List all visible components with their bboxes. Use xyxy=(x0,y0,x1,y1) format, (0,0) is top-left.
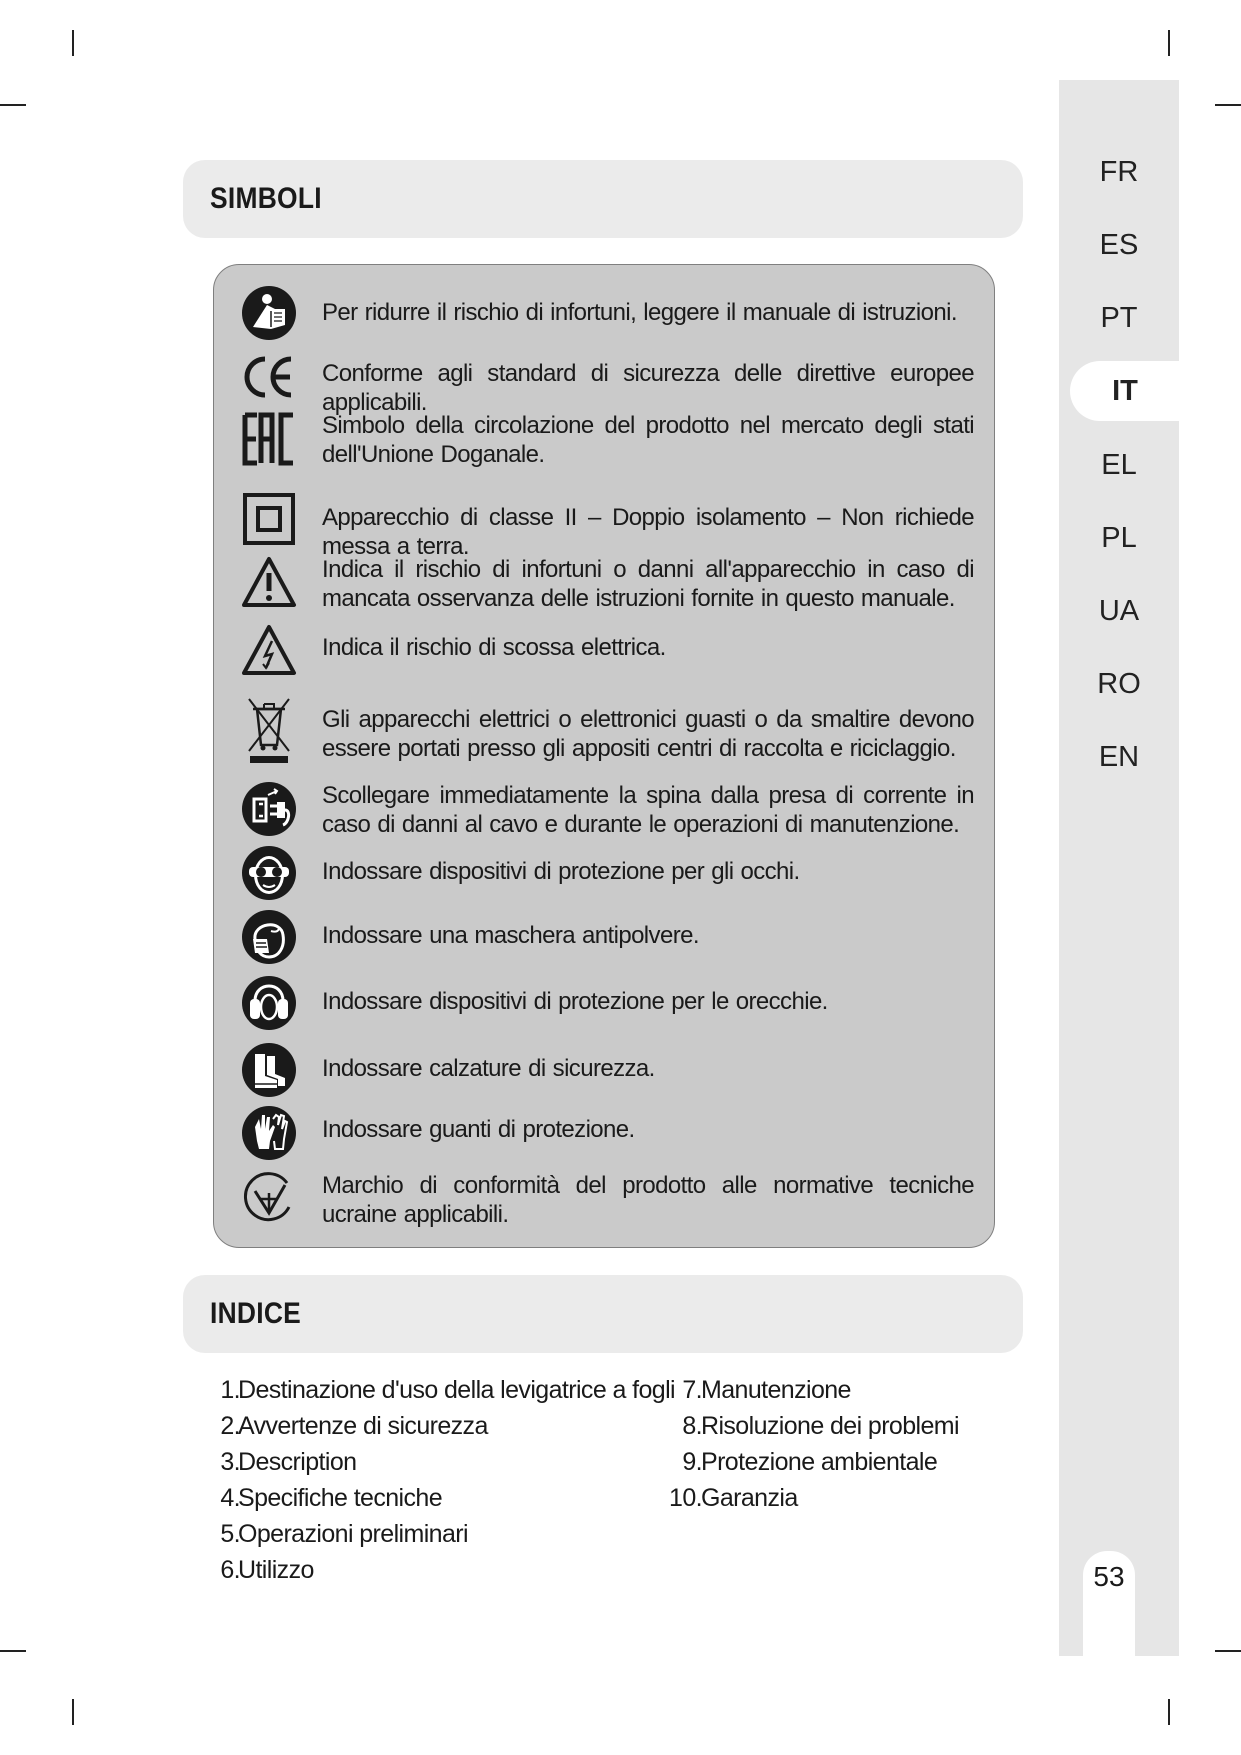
index-item-number: 10. xyxy=(669,1484,702,1512)
symbols-panel xyxy=(213,264,995,1248)
eac-mark-icon xyxy=(241,411,297,467)
symbol-description: Indica il rischio di scossa elettrica. xyxy=(322,634,666,661)
index-item-label: Operazioni preliminari xyxy=(238,1520,468,1548)
read-manual-icon xyxy=(241,285,297,341)
eye-protection-icon xyxy=(241,845,297,901)
symbols-section-title: SIMBOLI xyxy=(210,182,322,215)
electric-shock-triangle-icon xyxy=(241,623,297,679)
symbol-description: Indossare dispositivi di protezione per le orecchie. xyxy=(322,988,828,1015)
crossed-bin-weee-icon xyxy=(241,695,297,765)
index-item-number: 4. xyxy=(220,1484,240,1512)
symbol-description: Per ridurre il rischio di infortuni, leggere il manuale di istruzioni. xyxy=(322,299,957,326)
protective-gloves-icon xyxy=(241,1105,297,1161)
language-tab-el[interactable]: EL xyxy=(1101,449,1137,481)
index-item[interactable] xyxy=(658,1408,959,1444)
symbol-description: Conforme agli standard di sicurezza delle direttive europee applicabili. xyxy=(322,360,974,416)
index-section-title: INDICE xyxy=(210,1297,302,1330)
unplug-icon xyxy=(241,781,297,837)
symbol-description: Indossare dispositivi di protezione per gli occhi. xyxy=(322,858,800,885)
index-item[interactable] xyxy=(210,1552,314,1588)
language-tab-pt[interactable]: PT xyxy=(1100,302,1138,334)
ukrainian-conformity-mark-icon xyxy=(241,1169,297,1225)
symbol-description: Indossare calzature di sicurezza. xyxy=(322,1055,655,1082)
index-item-number: 7. xyxy=(682,1376,702,1404)
index-item-label: Protezione ambientale xyxy=(701,1448,938,1476)
index-item-label: Manutenzione xyxy=(701,1376,851,1404)
crop-mark xyxy=(0,1650,26,1652)
index-item-number: 3. xyxy=(220,1448,240,1476)
index-item-label: Avvertenze di sicurezza xyxy=(238,1412,488,1440)
index-item-number: 8. xyxy=(682,1412,702,1440)
language-tab-fr[interactable]: FR xyxy=(1099,156,1139,188)
language-tab-pl[interactable]: PL xyxy=(1101,522,1137,554)
crop-mark xyxy=(1215,104,1241,106)
language-tab-en[interactable]: EN xyxy=(1098,741,1140,773)
index-item-label: Risoluzione dei problemi xyxy=(701,1412,959,1440)
crop-mark xyxy=(1168,30,1170,56)
index-item-label: Description xyxy=(238,1448,357,1476)
symbol-description: Gli apparecchi elettrici o elettronici guasti o da smaltire devono essere portati presso gli appositi centri di raccolta e riciclaggio. xyxy=(322,706,974,762)
symbol-description: Simbolo della circolazione del prodotto nel mercato degli stati dell'Unione Doganale. xyxy=(322,412,974,468)
index-item-number: 6. xyxy=(220,1556,240,1584)
index-item[interactable] xyxy=(210,1480,443,1516)
index-list-right xyxy=(658,1372,959,1516)
dust-mask-icon xyxy=(241,909,297,965)
language-tab-it[interactable]: IT xyxy=(1070,361,1180,421)
crop-mark xyxy=(72,30,74,56)
index-item[interactable] xyxy=(210,1516,468,1552)
index-item[interactable] xyxy=(658,1372,851,1408)
ear-protection-icon xyxy=(241,975,297,1031)
index-item[interactable] xyxy=(210,1444,357,1480)
symbols-section-header xyxy=(183,160,1023,238)
index-item[interactable] xyxy=(210,1408,488,1444)
index-item[interactable] xyxy=(658,1480,798,1516)
index-item-number: 1. xyxy=(220,1376,240,1404)
index-item-number: 9. xyxy=(682,1448,702,1476)
index-item-label: Specifiche tecniche xyxy=(238,1484,443,1512)
symbol-description: Scollegare immediatamente la spina dalla presa di corrente in caso di danni al cavo e durante le operazioni di manutenzione. xyxy=(322,782,974,838)
language-tab-es[interactable]: ES xyxy=(1099,229,1139,261)
symbol-description: Indossare guanti di protezione. xyxy=(322,1116,635,1143)
crop-mark xyxy=(1168,1699,1170,1725)
index-section-header xyxy=(183,1275,1023,1353)
index-item[interactable] xyxy=(658,1444,938,1480)
index-item-number: 5. xyxy=(220,1520,240,1548)
symbol-description: Indossare una maschera antipolvere. xyxy=(322,922,699,949)
index-item[interactable] xyxy=(210,1372,675,1408)
crop-mark xyxy=(1215,1650,1241,1652)
index-item-label: Destinazione d'uso della levigatrice a fogli xyxy=(238,1376,675,1404)
language-tab-ro[interactable]: RO xyxy=(1097,668,1141,700)
symbol-description: Marchio di conformità del prodotto alle normative tecniche ucraine applicabili. xyxy=(322,1172,974,1228)
index-list-left xyxy=(210,1372,675,1588)
symbol-description: Apparecchio di classe II – Doppio isolamento – Non richiede messa a terra. xyxy=(322,504,974,560)
crop-mark xyxy=(72,1699,74,1725)
language-tab-ua[interactable]: UA xyxy=(1098,595,1140,627)
class-ii-double-insulation-icon xyxy=(241,491,297,547)
ce-mark-icon xyxy=(241,349,297,405)
page-number: 53 xyxy=(1093,1561,1125,1592)
index-item-number: 2. xyxy=(220,1412,240,1440)
symbol-description: Indica il rischio di infortuni o danni all'apparecchio in caso di mancata osservanza delle istruzioni fornite in questo manuale. xyxy=(322,556,974,612)
safety-boots-icon xyxy=(241,1042,297,1098)
index-item-label: Utilizzo xyxy=(238,1556,314,1584)
warning-triangle-icon xyxy=(241,555,297,611)
index-item-label: Garanzia xyxy=(701,1484,798,1512)
crop-mark xyxy=(0,104,26,106)
